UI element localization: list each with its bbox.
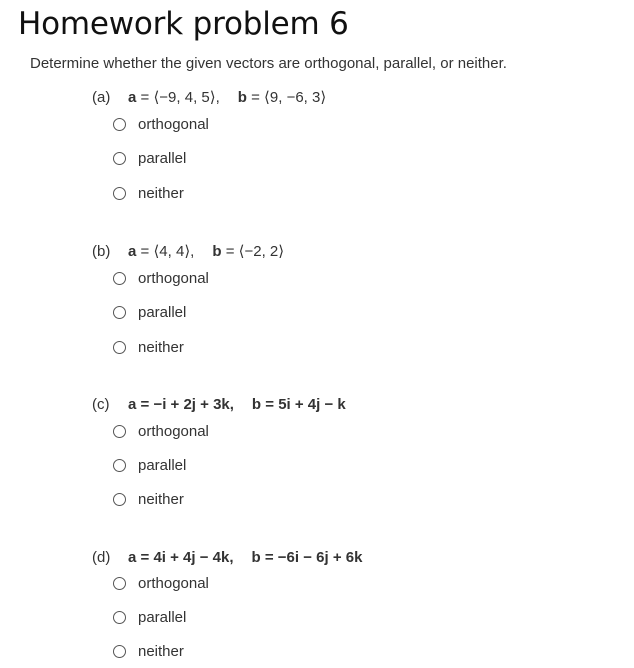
radio-button[interactable]: [113, 341, 126, 354]
option-parallel[interactable]: [113, 148, 186, 168]
part-d-header: [92, 549, 362, 566]
instructions: Determine whether the given vectors are orthogonal, parallel, or neither.: [30, 55, 507, 72]
vector-a-label: a: [128, 89, 137, 106]
vector-b-value: = 5i + 4j − k: [265, 396, 346, 413]
option-neither[interactable]: [113, 641, 184, 661]
radio-button[interactable]: [113, 152, 126, 165]
radio-button[interactable]: [113, 425, 126, 438]
option-parallel[interactable]: [113, 607, 186, 627]
option-label: neither: [138, 338, 184, 356]
option-neither[interactable]: [113, 489, 184, 509]
option-label: orthogonal: [138, 115, 209, 133]
page-title: Homework problem 6: [18, 6, 349, 42]
option-label: neither: [138, 184, 184, 202]
option-parallel[interactable]: [113, 302, 186, 322]
option-label: orthogonal: [138, 422, 209, 440]
vector-a-label: a: [128, 549, 137, 566]
vector-a-label: a: [128, 243, 137, 260]
option-orthogonal[interactable]: [113, 114, 209, 134]
option-neither[interactable]: [113, 183, 184, 203]
part-a-header: [92, 88, 326, 106]
option-orthogonal[interactable]: [113, 421, 209, 441]
vector-b-label: b: [251, 549, 261, 566]
vector-b-label: b: [212, 243, 222, 260]
option-label: parallel: [138, 608, 187, 626]
option-neither[interactable]: [113, 337, 184, 357]
vector-a-value: = ⟨−9, 4, 5⟩,: [140, 89, 220, 106]
radio-button[interactable]: [113, 611, 126, 624]
option-label: parallel: [138, 303, 187, 321]
vector-b-value: = ⟨−2, 2⟩: [225, 243, 285, 260]
vector-a-value: = ⟨4, 4⟩,: [140, 243, 195, 260]
option-label: neither: [138, 490, 184, 508]
vector-b-label: b: [251, 396, 262, 413]
radio-button[interactable]: [113, 118, 126, 131]
radio-button[interactable]: [113, 306, 126, 319]
part-letter: (b): [92, 243, 111, 260]
option-orthogonal[interactable]: [113, 268, 209, 288]
option-label: orthogonal: [138, 574, 209, 592]
option-label: parallel: [138, 149, 187, 167]
radio-button[interactable]: [113, 577, 126, 590]
radio-button[interactable]: [113, 187, 126, 200]
option-label: parallel: [138, 456, 187, 474]
radio-button[interactable]: [113, 493, 126, 506]
option-label: orthogonal: [138, 269, 209, 287]
radio-button[interactable]: [113, 272, 126, 285]
part-letter: (c): [92, 396, 110, 413]
part-letter: (a): [92, 89, 111, 106]
vector-b-label: b: [237, 89, 247, 106]
part-b-header: [92, 242, 284, 260]
vector-a-label: a: [128, 396, 137, 413]
option-orthogonal[interactable]: [113, 573, 209, 593]
part-letter: (d): [92, 549, 111, 566]
radio-button[interactable]: [113, 645, 126, 658]
option-label: neither: [138, 642, 184, 660]
vector-a-value: = −i + 2j + 3k,: [140, 396, 234, 413]
vector-b-value: = −6i − 6j + 6k: [264, 549, 363, 566]
vector-a-value: = 4i + 4j − 4k,: [140, 549, 234, 566]
vector-b-value: = ⟨9, −6, 3⟩: [251, 89, 327, 106]
part-c-header: [92, 396, 346, 413]
option-parallel[interactable]: [113, 455, 186, 475]
radio-button[interactable]: [113, 459, 126, 472]
